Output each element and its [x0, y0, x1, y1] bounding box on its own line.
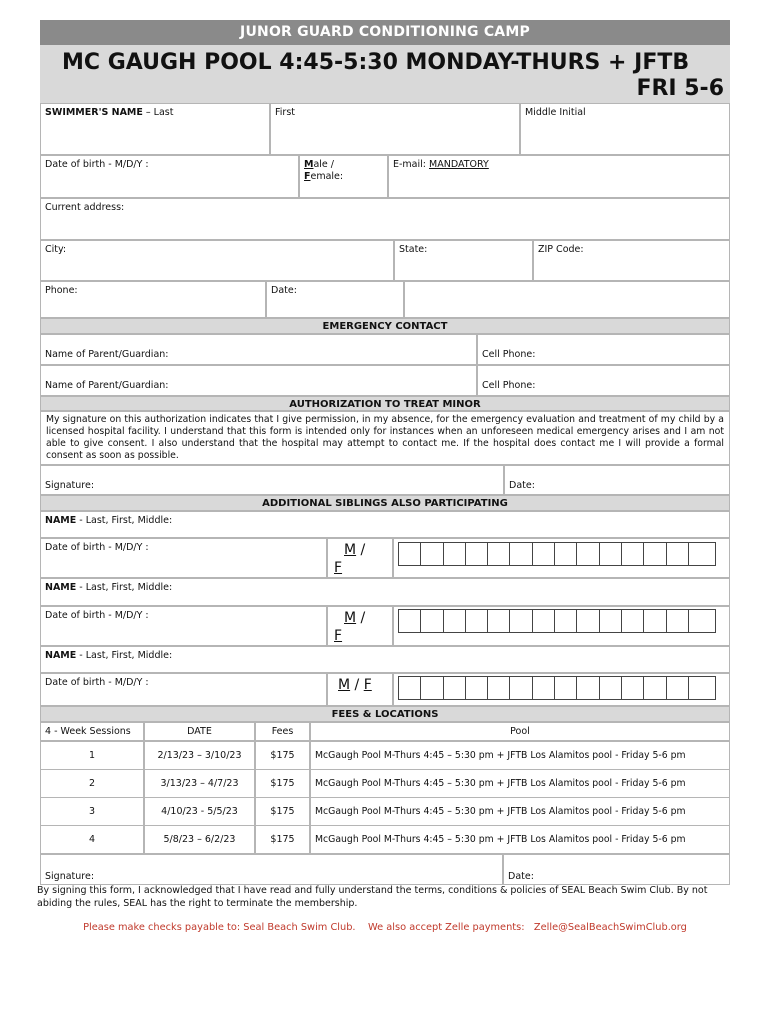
middle-label: Middle Initial [525, 107, 586, 118]
cell1-field[interactable] [477, 334, 730, 365]
sibling3-gender[interactable] [327, 673, 393, 706]
blank-cell [404, 281, 730, 318]
phone-label: Phone: [45, 285, 78, 296]
sibling-name-label: NAME [45, 650, 77, 661]
fees-row [40, 797, 730, 825]
parent1-label: Name of Parent/Guardian: [45, 349, 169, 360]
session-dates: 5/8/23 – 6/2/23 [144, 825, 255, 854]
male-label: Male / [304, 159, 334, 170]
pool-title-line1: MC GAUGH POOL 4:45-5:30 MONDAY-THURS + JFTB [62, 50, 690, 75]
email-label: E-mail: [393, 159, 430, 170]
fees-signature-label: Signature: [45, 871, 95, 882]
gender-f: F [334, 628, 343, 644]
gender-slash: / [356, 542, 366, 558]
session-pool: McGaugh Pool M-Thurs 4:45 – 5:30 pm + JFTB Los Alamitos pool - Friday 5-6 pm [310, 797, 730, 826]
swimmer-last-name-field[interactable] [40, 103, 270, 155]
session-number: 2 [40, 769, 144, 798]
fees-row [40, 825, 730, 853]
session-pool: McGaugh Pool M-Thurs 4:45 – 5:30 pm + JFTB Los Alamitos pool - Friday 5-6 pm [310, 769, 730, 798]
cell1-label: Cell Phone: [482, 349, 536, 360]
pool-title-line2: FRI 5-6 [636, 76, 724, 101]
sibling1-gender[interactable] [327, 538, 393, 578]
address-label: Current address: [45, 202, 125, 213]
fees-date-label: Date: [508, 871, 534, 882]
auth-date-label: Date: [509, 480, 535, 491]
fees-header: FEES & LOCATIONS [40, 706, 730, 722]
session-number: 3 [40, 797, 144, 826]
sibling2-dob-field[interactable] [40, 606, 327, 646]
pool-title-block [40, 45, 730, 103]
email-mandatory-label: MANDATORY [429, 159, 489, 170]
authorization-signature-field[interactable] [40, 465, 504, 495]
camp-title: JUNOR GUARD CONDITIONING CAMP [40, 20, 730, 45]
gender-m: M [344, 610, 357, 626]
sibling3-char-boxes[interactable] [398, 676, 716, 700]
col-fees: Fees [255, 722, 310, 741]
session-dates: 3/13/23 – 4/7/23 [144, 769, 255, 798]
sibling-dob-label: Date of birth - M/D/Y : [45, 542, 149, 553]
payment-note: Please make checks payable to: Seal Beach Swim Club. We also accept Zelle payments: Zelle@SealBeachSwimClub.org [83, 922, 687, 933]
sibling-name-label: NAME [45, 515, 77, 526]
session-pool: McGaugh Pool M-Thurs 4:45 – 5:30 pm + JFTB Los Alamitos pool - Friday 5-6 pm [310, 741, 730, 770]
sibling-name-rest-label: - Last, First, Middle: [76, 582, 173, 593]
gender-m: M [344, 542, 357, 558]
fees-date-field[interactable] [503, 854, 730, 885]
gender-m: M [338, 677, 351, 693]
sibling-dob-label: Date of birth - M/D/Y : [45, 677, 149, 688]
parent2-label: Name of Parent/Guardian: [45, 380, 169, 391]
swimmer-middle-initial-field[interactable] [520, 103, 730, 155]
emergency-contact-header: EMERGENCY CONTACT [40, 318, 730, 334]
gender-slash: / [356, 610, 366, 626]
fees-table-body [40, 741, 730, 853]
fees-signature-field[interactable] [40, 854, 503, 885]
disclaimer-text: By signing this form, I acknowledged that I have read and fully understand the terms, conditions & policies of SEAL Beach Swim Club. By not abiding the rules, SEAL has the right to terminate the membership. [37, 885, 708, 909]
session-fee: $175 [255, 797, 310, 826]
cell2-label: Cell Phone: [482, 380, 536, 391]
swimmer-gender-field[interactable] [299, 155, 388, 198]
col-pool: Pool [310, 722, 730, 741]
col-date: DATE [144, 722, 255, 741]
fees-row [40, 741, 730, 769]
swimmer-name-label: SWIMMER'S NAME [45, 107, 143, 118]
session-dates: 4/10/23 - 5/5/23 [144, 797, 255, 826]
first-label: First [275, 107, 295, 118]
zip-label: ZIP Code: [538, 244, 584, 255]
parent1-field[interactable] [40, 334, 477, 365]
sibling-name-rest-label: - Last, First, Middle: [76, 650, 173, 661]
session-fee: $175 [255, 825, 310, 854]
session-number: 4 [40, 825, 144, 854]
gender-f: F [363, 677, 372, 693]
authorization-text: My signature on this authorization indicates that I give permission, in my absence, for the emergency evaluation and treatment of my child by a licensed hospital facility. I understand that this form is intended only for instances when an unforeseen medical emergency arises and I am not able to give consent. I also understand that the hospital may attempt to contact me. If the hospital does contact me I will provide a formal consent as soon as possible. [40, 411, 730, 465]
swimmer-last-label: – Last [142, 107, 174, 118]
col-sessions: 4 - Week Sessions [40, 722, 144, 741]
zip-field[interactable] [533, 240, 730, 281]
session-fee: $175 [255, 769, 310, 798]
siblings-header: ADDITIONAL SIBLINGS ALSO PARTICIPATING [40, 495, 730, 511]
sibling2-name-field[interactable] [40, 578, 730, 606]
sibling-name-label: NAME [45, 582, 77, 593]
auth-signature-label: Signature: [45, 480, 95, 491]
sibling1-dob-field[interactable] [40, 538, 327, 578]
city-label: City: [45, 244, 67, 255]
session-pool: McGaugh Pool M-Thurs 4:45 – 5:30 pm + JFTB Los Alamitos pool - Friday 5-6 pm [310, 825, 730, 854]
swimmer-date-field[interactable] [266, 281, 404, 318]
sibling-dob-label: Date of birth - M/D/Y : [45, 610, 149, 621]
sibling3-name-field[interactable] [40, 646, 730, 673]
city-field[interactable] [40, 240, 394, 281]
swimmer-email-field[interactable] [388, 155, 730, 198]
current-address-field[interactable] [40, 198, 730, 240]
fees-row [40, 769, 730, 797]
sibling1-name-field[interactable] [40, 511, 730, 538]
sibling3-dob-field[interactable] [40, 673, 327, 706]
session-dates: 2/13/23 – 3/10/23 [144, 741, 255, 770]
swimmer-first-name-field[interactable] [270, 103, 520, 155]
gender-f: F [334, 560, 343, 576]
gender-slash: / [350, 677, 364, 693]
parent2-field[interactable] [40, 365, 477, 396]
state-field[interactable] [394, 240, 533, 281]
authorization-header: AUTHORIZATION TO TREAT MINOR [40, 396, 730, 411]
swimmer-dob-field[interactable] [40, 155, 299, 198]
phone-field[interactable] [40, 281, 266, 318]
state-label: State: [399, 244, 428, 255]
dob-label: Date of birth - M/D/Y : [45, 159, 149, 170]
sibling2-char-boxes[interactable] [398, 609, 716, 633]
cell2-field[interactable] [477, 365, 730, 396]
female-label: Female: [304, 171, 344, 182]
sibling1-char-boxes[interactable] [398, 542, 716, 566]
sibling-name-rest-label: - Last, First, Middle: [76, 515, 173, 526]
date-label: Date: [271, 285, 297, 296]
session-number: 1 [40, 741, 144, 770]
sibling2-gender[interactable] [327, 606, 393, 646]
authorization-date-field[interactable] [504, 465, 730, 495]
session-fee: $175 [255, 741, 310, 770]
